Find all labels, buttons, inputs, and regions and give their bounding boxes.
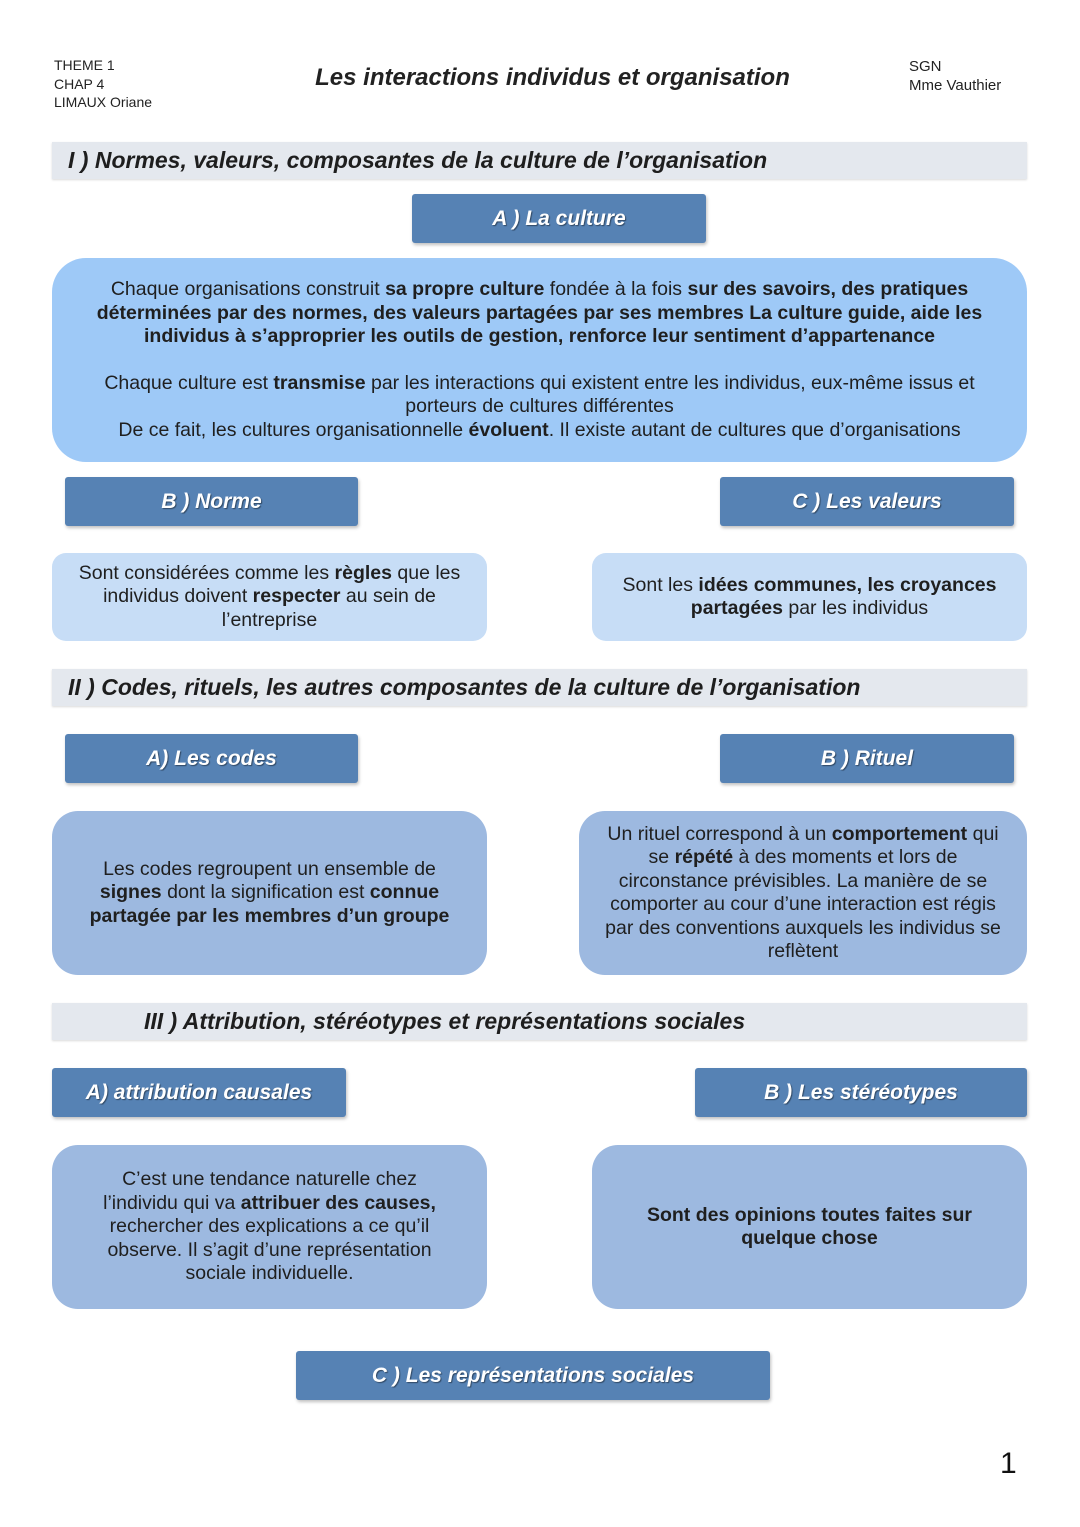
attribution-box bbox=[52, 1145, 487, 1309]
text-run: qui se bbox=[648, 822, 999, 868]
bold-run: évoluent bbox=[468, 418, 549, 441]
text-run: par les interactions qui existent entre les individus, eux-même issus et porteurs de cultures différentes bbox=[370, 371, 975, 417]
bold-run: idées communes, les croyances partagées bbox=[690, 573, 997, 619]
rituel-box bbox=[579, 811, 1027, 975]
text-run: rechercher des explications a ce qu’il observe. Il s’agit d’une représentation sociale individuelle. bbox=[107, 1215, 432, 1285]
text-run: Un rituel correspond à un bbox=[607, 822, 832, 845]
text-run: C’est une tendance naturelle chez l’individu qui va bbox=[103, 1168, 417, 1214]
tag-les-valeurs: C ) Les valeurs bbox=[720, 477, 1014, 526]
header-left bbox=[54, 56, 152, 112]
bold-run: transmise bbox=[273, 371, 371, 394]
culture-paragraph-3 bbox=[118, 419, 960, 443]
attribution-text bbox=[86, 1168, 453, 1286]
header-theme: THEME 1 bbox=[54, 57, 115, 73]
text-run: par les individus bbox=[788, 597, 929, 619]
tag-representations-sociales: C ) Les représentations sociales bbox=[296, 1351, 770, 1400]
bold-run: respecter bbox=[252, 585, 346, 608]
tag-les-codes: A) Les codes bbox=[65, 734, 358, 783]
bold-run: sur des savoirs, des pratiques déterminées par des normes, des valeurs partagées par ses membres La culture guide, aide les individus à s’approprier les outils de gestion, renforce leur sentiment d’appartenance bbox=[96, 278, 983, 347]
text-run: à des moments et lors de circonstance prévisibles. La manière de se comporter au cour d’une interaction est régis par des conventions auxquels les individus se reflètent bbox=[605, 846, 1001, 962]
text-run: fondée à la fois bbox=[549, 278, 688, 300]
culture-box bbox=[52, 258, 1027, 462]
stereotypes-box bbox=[592, 1145, 1027, 1309]
bold-run: sa propre culture bbox=[385, 278, 550, 300]
tag-la-culture: A ) La culture bbox=[412, 194, 706, 243]
bold-run: comportement bbox=[831, 822, 973, 845]
stereotypes-text bbox=[632, 1204, 987, 1251]
text-run: Les codes regroupent un ensemble de bbox=[103, 857, 436, 880]
page-number: 1 bbox=[1000, 1447, 1017, 1480]
header-right bbox=[909, 58, 1001, 95]
header-chapter: CHAP 4 bbox=[54, 75, 105, 92]
culture-paragraph-1 bbox=[74, 278, 1005, 349]
valeurs-box bbox=[592, 553, 1027, 641]
header-teacher: Mme Vauthier bbox=[909, 76, 1002, 94]
valeurs-text bbox=[612, 574, 1007, 621]
norme-text bbox=[66, 562, 473, 633]
text-run: dont la signification est bbox=[167, 881, 370, 904]
tag-les-stereotypes: B ) Les stéréotypes bbox=[695, 1068, 1027, 1117]
text-run: Sont les bbox=[622, 573, 699, 596]
tag-rituel: B ) Rituel bbox=[720, 734, 1014, 783]
tag-attribution-causales: A) attribution causales bbox=[52, 1068, 346, 1117]
bold-run: règles bbox=[334, 561, 398, 584]
text-run: . Il existe autant de cultures que d’organisations bbox=[548, 418, 961, 441]
text-run: Chaque organisations construit bbox=[110, 278, 386, 300]
bold-run: connue partagée par les membres d’un groupe bbox=[89, 881, 450, 927]
codes-text bbox=[78, 858, 461, 929]
bold-run: répété bbox=[674, 846, 739, 868]
page-title: Les interactions individus et organisation bbox=[315, 64, 790, 91]
bold-run: Sont des opinions toutes faites sur quelque chose bbox=[646, 1203, 973, 1249]
culture-paragraph-2 bbox=[74, 372, 1005, 419]
header-author: LIMAUX Oriane bbox=[54, 94, 153, 110]
section-1-title: I ) Normes, valeurs, composantes de la culture de l’organisation bbox=[52, 142, 1027, 179]
bold-run: signes bbox=[99, 881, 168, 904]
rituel-text bbox=[601, 823, 1005, 964]
text-run: Chaque culture est bbox=[104, 371, 274, 394]
header-class: SGN bbox=[909, 58, 942, 75]
text-run: Sont considérées comme les bbox=[78, 561, 335, 584]
norme-box bbox=[52, 553, 487, 641]
codes-box bbox=[52, 811, 487, 975]
text-run: De ce fait, les cultures organisationnelle bbox=[118, 418, 469, 441]
section-2-title: II ) Codes, rituels, les autres composantes de la culture de l’organisation bbox=[52, 669, 1027, 706]
text-run: que les individus doivent bbox=[103, 561, 461, 608]
bold-run: attribuer des causes, bbox=[240, 1191, 436, 1214]
tag-norme: B ) Norme bbox=[65, 477, 358, 526]
text-run: au sein de l’entreprise bbox=[221, 585, 436, 631]
section-3-title: III ) Attribution, stéréotypes et représentations sociales bbox=[52, 1003, 1027, 1040]
